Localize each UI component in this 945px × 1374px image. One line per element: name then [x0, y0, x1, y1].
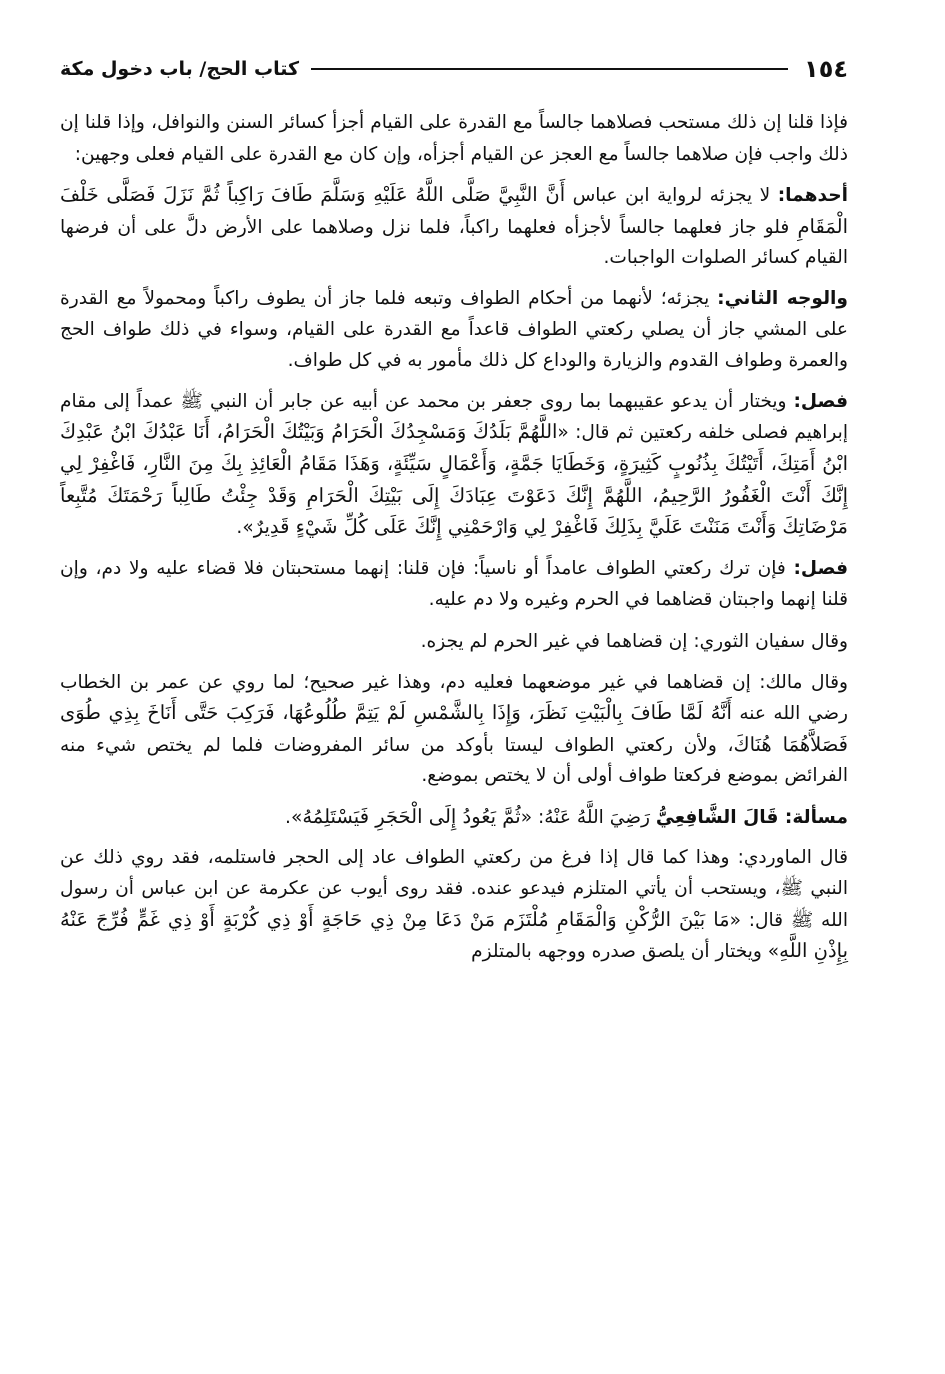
paragraph — [60, 668, 848, 792]
paragraph-lead: أحدهما: — [777, 185, 848, 207]
paragraph — [60, 108, 848, 170]
book-page — [60, 48, 848, 1338]
paragraph-tail: » ويختار أن يلصق صدره ووجهه بالمتلزم — [471, 941, 780, 963]
running-title: كتاب الحج/ باب دخول مكة — [60, 58, 300, 80]
paragraph-text: وقال مالك: إن قضاهما في غير موضعهما فعليه دم، وهذا غير صحيح؛ لما روي عن عمر بن الخطاب رضي الله عنه — [60, 671, 848, 725]
paragraph-lead: مسألة: قَالَ الشَّافِعِيُّ — [655, 806, 848, 828]
paragraph-text: لا يجزئه لرواية ابن عباس — [565, 185, 778, 207]
paragraph — [60, 284, 848, 377]
paragraph-tail: فلو جاز فعلهما جالساً لأجزأه فعلهما راكباً، فلما نزل وصلاهما على الأرض دلَّ على أن فرضها القيام كسائر الصلوات الواجبات. — [60, 216, 848, 269]
paragraph-tail: ». — [285, 806, 303, 828]
paragraph — [60, 387, 848, 544]
page-number: ١٥٤ — [804, 55, 848, 83]
paragraph — [60, 554, 848, 616]
paragraph-tail: ، ولأن ركعتي الطواف ليستا بأوكد من سائر المفروضات فلما لم يختص شيء منه الفرائض بموضع فركعتا طواف أولى أن لا يختص بموضع. — [60, 734, 848, 787]
hadith-quote: أَنَّهُ لَمَّا طَافَ بِالْبَيْتِ نَظَرَ، وَإِذَا بِالشَّمْسِ لَمْ يَتِمَّ طُلُوعُهَا، فَرَكِبَ حَتَّى أَنَاخَ بِذِي طُوَى فَصَلاَّهُمَا هُنَاكَ — [60, 701, 849, 756]
hadith-quote: ثُمَّ يَعُودُ إِلَى الْحَجَرِ فَيَسْتَلِمُهُ — [302, 804, 521, 828]
paragraph-lead: فصل: — [793, 390, 848, 412]
paragraph — [60, 802, 848, 834]
header-rule — [311, 68, 788, 70]
hadith-quote: أَنَّ النَّبِيَّ صَلَّى اللَّهُ عَلَيْهِ وَسَلَّمَ طَافَ رَاكِباً ثُمَّ نَزَلَ فَصَلَّى خَلْفَ الْمَقَامِ — [60, 183, 848, 238]
paragraph-text: رَضِيَ اللَّهُ عَنْهُ: « — [520, 806, 656, 828]
paragraph-lead: والوجه الثاني: — [717, 287, 848, 309]
paragraph-text: ويختار أن يدعو عقيبهما بما روى جعفر بن محمد عن أبيه عن جابر أن النبي ﷺ عمداً إلى مقام إبراهيم فصلى خلفه ركعتين ثم قال: « — [60, 390, 848, 444]
hadith-quote: مَا بَيْنَ الرُّكْنِ وَالْمَقَامِ مُلْتَزَم مَنْ دَعَا مِنْ ذِي حَاجَةٍ أَوْ ذِي كُرْبَةٍ أَوْ ذِي غَمٍّ فُرِّجَ عَنْهُ بِإِذْنِ اللَّهِ — [60, 907, 848, 963]
body-text — [60, 108, 848, 968]
paragraph-text: فإذا قلنا إن ذلك مستحب فصلاهما جالساً مع القدرة على القيام أجزأ كسائر السنن والنوافل، وإذا قلنا إن ذلك واجب فإن صلاهما جالساً مع العجز عن القيام أجزأه، وإن كان مع القدرة على القيام فعلى وجهين: — [60, 112, 848, 165]
paragraph-lead: فصل: — [793, 557, 848, 579]
paragraph — [60, 626, 848, 658]
running-head — [60, 48, 848, 90]
paragraph-text: فإن ترك ركعتي الطواف عامداً أو ناسياً: فإن قلنا: إنهما مستحبتان فلا قضاء عليه ولا دم، وإن قلنا إنهما واجبتان قضاهما في الحرم وغيره ولا دم عليه. — [60, 557, 848, 611]
paragraph-tail: ». — [236, 517, 254, 539]
hadith-quote: اللَّهُمَّ بَلَدُكَ وَمَسْجِدُكَ الْحَرَامُ وَبَيْتُكَ الْحَرَامُ، أَنَا عَبْدُكَ ابْنُ عَبْدِكَ ابْنُ أَمَتِكَ، أَتَيْتُكَ بِذُنُوبٍ كَثِيرَةٍ، وَخَطَايَا جَمَّةٍ، وَأَعْمَالٍ سَيِّئَةٍ، وَهَذَا مَقَامُ الْعَائِذِ بِكَ مِنَ النَّارِ، فَاغْفِرْ لِي إِنَّكَ أَنْتَ الْغَفُورُ الرَّحِيمُ، اللَّهُمَّ إِنَّكَ دَعَوْتَ عِبَادَكَ إِلَى بَيْتِكَ الْحَرَامِ وَقَدْ جِئْتُ طَالِباً رَحْمَتَكَ مُتَّبِعاً مَرْضَاتِكَ وَأَنْتَ مَنَنْتَ عَلَيَّ بِذَلِكَ فَاغْفِرْ لِي وَارْحَمْنِي إِنَّكَ عَلَى كُلِّ شَيْءٍ قَدِيرٌ — [60, 420, 848, 539]
paragraph-text: قال الماوردي: وهذا كما قال إذا فرغ من ركعتي الطواف عاد إلى الحجر فاستلمه، فقد روي ذلك عن النبي ﷺ، ويستحب أن يأتي المتلزم فيدعو عنده. فقد روى أيوب عن عكرمة عن ابن عباس أن رسول الله ﷺ قال: « — [60, 847, 848, 931]
paragraph — [60, 843, 848, 967]
paragraph-text: وقال سفيان الثوري: إن قضاهما في غير الحرم لم يجزه. — [420, 630, 848, 652]
paragraph — [60, 180, 848, 274]
paragraph-text: يجزئه؛ لأنهما من أحكام الطواف وتبعه فلما جاز أن يطوف راكباً ومحمولاً مع القدرة على المشي جاز أن يصلي ركعتي الطواف قاعداً مع القدرة على القيام، وسواء في ذلك طواف الحج والعمرة وطواف القدوم والزيارة والوداع كل ذلك مأمور به في كل طواف. — [60, 287, 848, 372]
